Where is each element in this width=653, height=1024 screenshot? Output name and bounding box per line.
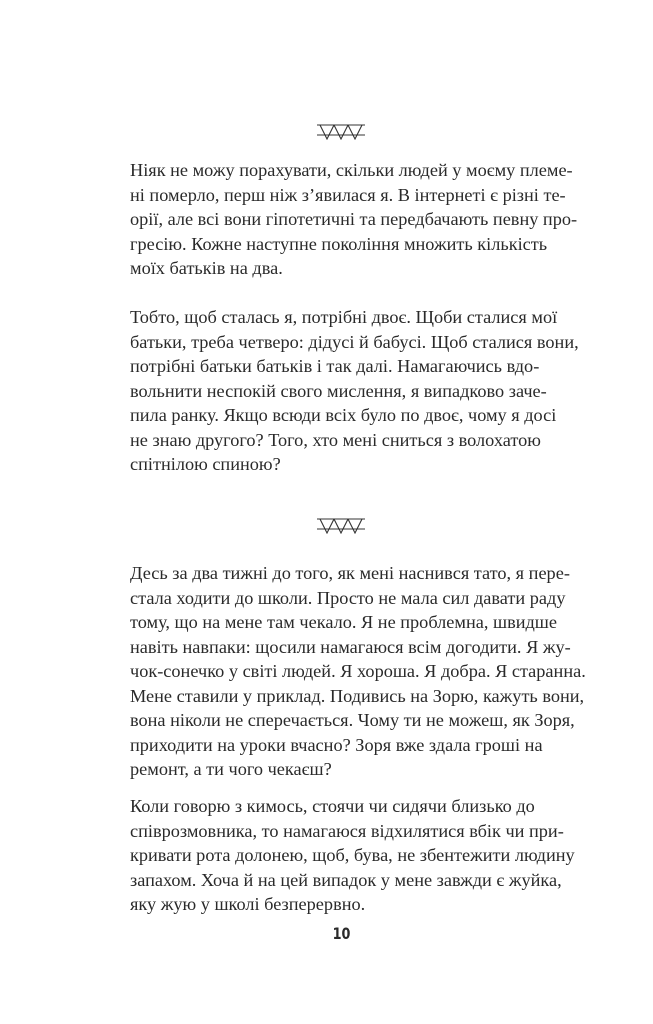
section-divider-ornament-icon <box>317 124 365 140</box>
text-line: Коли говорю з кимось, стоячи чи сидячи близько до <box>130 796 535 816</box>
paragraph-1 <box>130 158 578 281</box>
text-line: запахом. Хоча й на цей випадок у мене завжди є жуйка, <box>130 869 562 890</box>
text-line: приходити на уроки вчасно? Зоря вже здала гроші на <box>130 734 543 755</box>
text-line: батьки, треба четверо: дідусі й бабусі. Щоб сталися вони, <box>130 331 579 352</box>
text-line: навіть навпаки: щосили намагаюся всім догодити. Я жу- <box>130 636 571 657</box>
text-line: Мене ставили у приклад. Подивись на Зорю, кажуть вони, <box>130 685 585 706</box>
text-line: гресію. Кожне наступне покоління множить кількість <box>130 233 548 254</box>
paragraph-4 <box>130 794 575 917</box>
text-line: спітнілою спиною? <box>130 454 281 474</box>
text-line: ні померло, перш ніж з’явилася я. В інтернеті є різні те- <box>130 184 566 205</box>
text-line: Тобто, щоб сталась я, потрібні двоє. Щоби сталися мої <box>130 307 558 327</box>
text-line: Ніяк не можу порахувати, скільки людей у моєму племе- <box>130 160 573 180</box>
text-line: вона ніколи не сперечається. Чому ти не можеш, як Зоря, <box>130 710 575 730</box>
text-line: стала ходити до школи. Просто не мала сил давати раду <box>130 587 566 608</box>
paragraph-3 <box>130 561 586 782</box>
paragraph-2 <box>130 305 579 477</box>
text-line: тому, що на мене там чекало. Я не проблемна, швидше <box>130 612 557 632</box>
text-line: потрібні батьки батьків і так далі. Намагаючись вдо- <box>130 356 540 376</box>
text-line: ремонт, а ти чого чекаєш? <box>130 759 332 779</box>
text-line: вольнити неспокій свого мислення, я випадково заче- <box>130 380 547 401</box>
text-line: не знаю другого? Того, хто мені сниться з волохатою <box>130 429 541 450</box>
text-line: пила ранку. Якщо всюди всіх було по двоє, чому я досі <box>130 405 557 425</box>
text-line: моїх батьків на два. <box>130 258 283 278</box>
text-line: кривати рота долонею, щоб, бува, не збентежити людину <box>130 845 575 865</box>
text-line: Десь за два тижні до того, як мені наснився тато, я пере- <box>130 563 570 583</box>
section-divider-ornament-icon <box>317 518 365 534</box>
page-number: 10 <box>332 924 351 943</box>
text-line: співрозмовника, то намагаюся відхилятися вбік чи при- <box>130 820 564 841</box>
text-line: орії, але всі вони гіпотетичні та передбачають певну про- <box>130 209 578 229</box>
text-line: чок-сонечко у світі людей. Я хороша. Я добра. Я старанна. <box>130 661 586 681</box>
text-line: яку жую у школі безперервно. <box>130 894 366 914</box>
